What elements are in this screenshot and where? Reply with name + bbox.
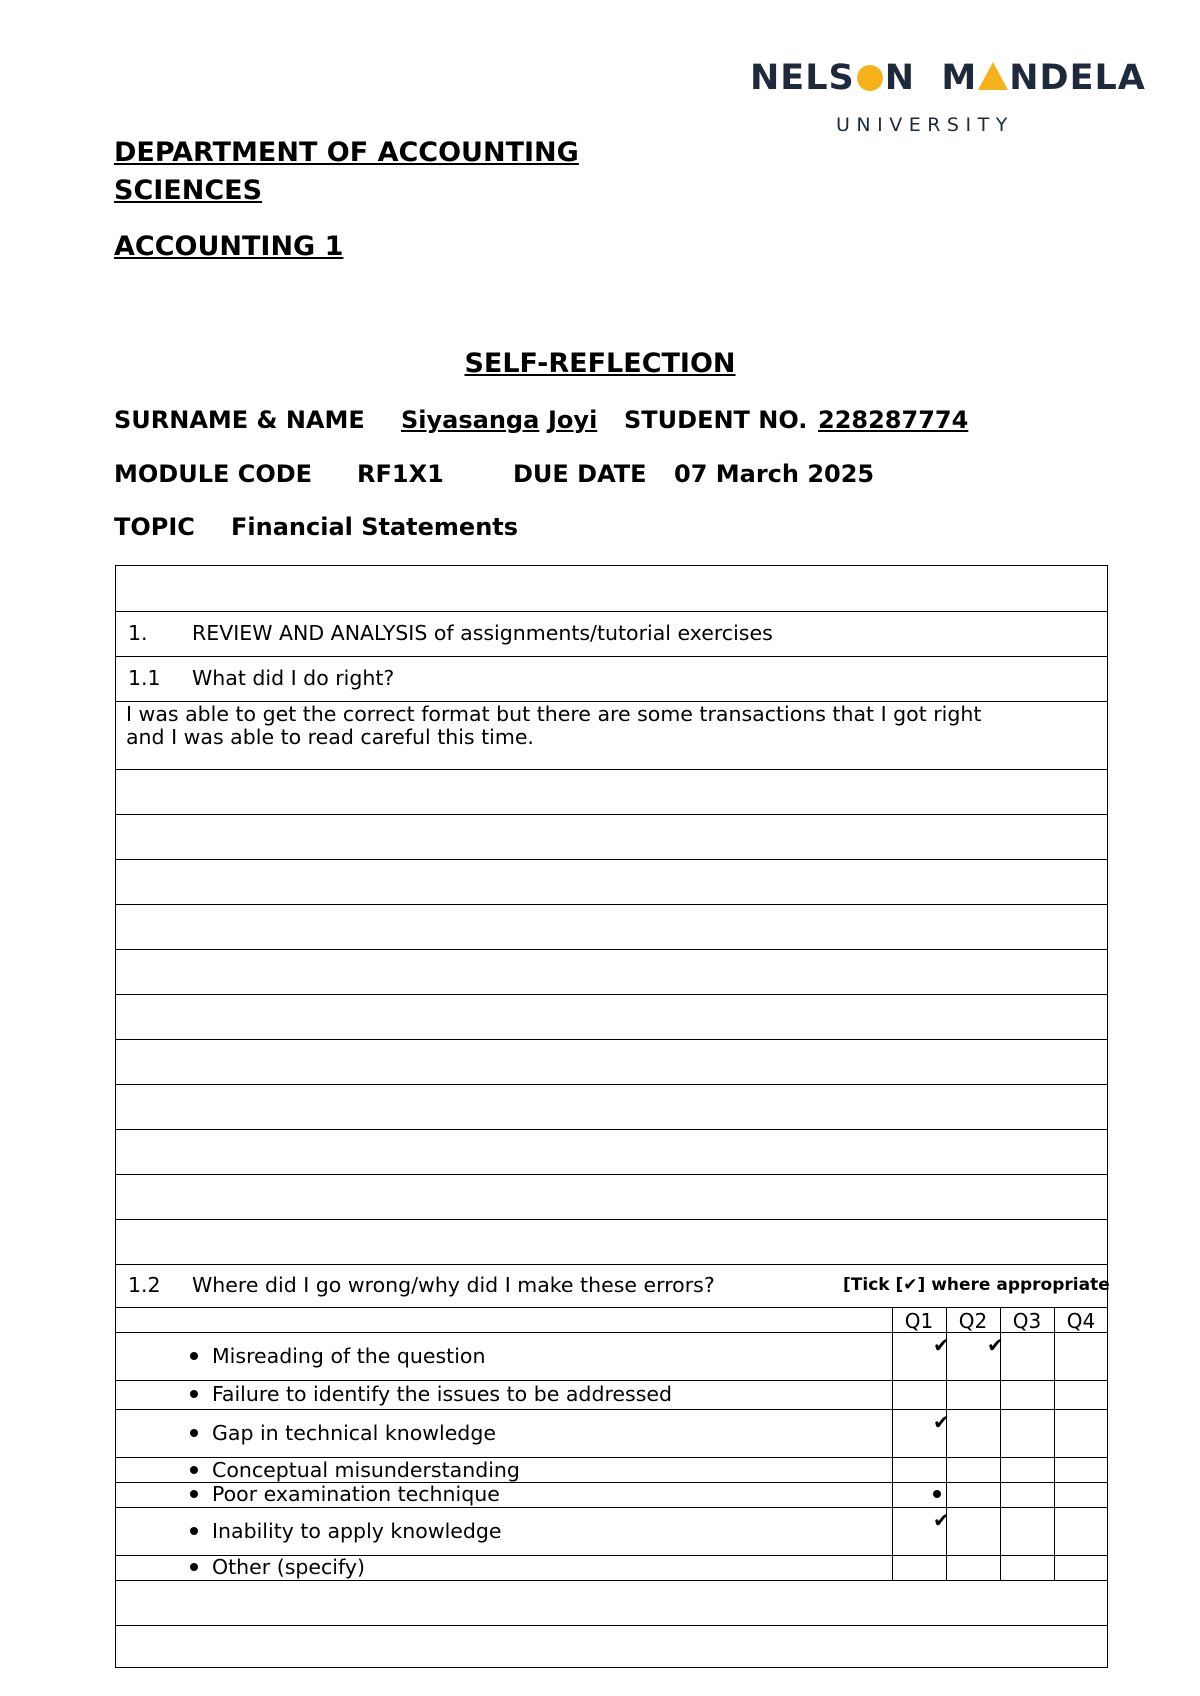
course-heading: ACCOUNTING 1 bbox=[114, 231, 344, 262]
error-item: Conceptual misunderstanding bbox=[190, 1457, 520, 1483]
module-code-value: RF1X1 bbox=[357, 460, 444, 488]
due-date-label: DUE DATE bbox=[513, 460, 647, 488]
bullet-icon bbox=[190, 1490, 198, 1498]
tick-instruction: [Tick [✔] where appropriate bbox=[843, 1275, 1110, 1295]
section-1-title: REVIEW AND ANALYSIS of assignments/tutorial exercises bbox=[192, 621, 773, 645]
error-item: Inability to apply knowledge bbox=[190, 1507, 502, 1555]
surname-label: SURNAME & NAME bbox=[114, 406, 365, 434]
reflection-table bbox=[115, 565, 1108, 1668]
logo-subtitle: UNIVERSITY bbox=[836, 114, 1014, 136]
error-item: Misreading of the question bbox=[190, 1332, 485, 1380]
column-header-q1: Q1 bbox=[904, 1309, 934, 1333]
topic-value: Financial Statements bbox=[231, 513, 519, 541]
question-1-2-number: 1.2 bbox=[128, 1273, 161, 1297]
bullet-icon bbox=[190, 1527, 198, 1535]
module-code-label: MODULE CODE bbox=[114, 460, 313, 488]
error-item: Other (specify) bbox=[190, 1555, 365, 1580]
error-item: Poor examination technique bbox=[190, 1482, 500, 1507]
department-heading: DEPARTMENT OF ACCOUNTING SCIENCES bbox=[114, 137, 579, 206]
section-1-number: 1. bbox=[128, 621, 148, 645]
question-1-1-number: 1.1 bbox=[128, 666, 161, 690]
due-date-value: 07 March 2025 bbox=[674, 460, 875, 488]
mark-poor-technique-q1[interactable] bbox=[933, 1490, 941, 1498]
tick-inability-apply-q1[interactable]: ✔ bbox=[933, 1508, 950, 1532]
answer-1-1[interactable]: I was able to get the correct format but there are some transactions that I got right and I was able to read careful this time. bbox=[126, 702, 982, 749]
logo-a-triangle-icon bbox=[978, 62, 1008, 90]
student-no-label: STUDENT NO. bbox=[624, 406, 808, 434]
column-header-q4: Q4 bbox=[1066, 1309, 1096, 1333]
topic-label: TOPIC bbox=[114, 513, 195, 541]
university-logo: NELS N M NDELA bbox=[750, 58, 1146, 98]
tick-misreading-q2[interactable]: ✔ bbox=[987, 1333, 1004, 1357]
question-1-2-text: Where did I go wrong/why did I make these errors? bbox=[192, 1273, 715, 1297]
document-title: SELF-REFLECTION bbox=[464, 348, 736, 379]
surname-value-last: Joyi bbox=[548, 406, 598, 434]
column-header-q3: Q3 bbox=[1012, 1309, 1042, 1333]
bullet-icon bbox=[190, 1466, 198, 1474]
tick-misreading-q1[interactable]: ✔ bbox=[933, 1333, 950, 1357]
question-1-1-text: What did I do right? bbox=[192, 666, 395, 690]
surname-value-first: Siyasanga bbox=[401, 406, 540, 434]
bullet-icon bbox=[190, 1563, 198, 1571]
tick-gap-technical-q1[interactable]: ✔ bbox=[933, 1410, 950, 1434]
bullet-icon bbox=[190, 1390, 198, 1398]
bullet-icon bbox=[190, 1429, 198, 1437]
error-item: Failure to identify the issues to be addressed bbox=[190, 1380, 672, 1409]
student-no-value: 228287774 bbox=[818, 406, 969, 434]
logo-o-circle-icon bbox=[857, 65, 883, 91]
error-item: Gap in technical knowledge bbox=[190, 1409, 496, 1457]
column-header-q2: Q2 bbox=[958, 1309, 988, 1333]
bullet-icon bbox=[190, 1352, 198, 1360]
